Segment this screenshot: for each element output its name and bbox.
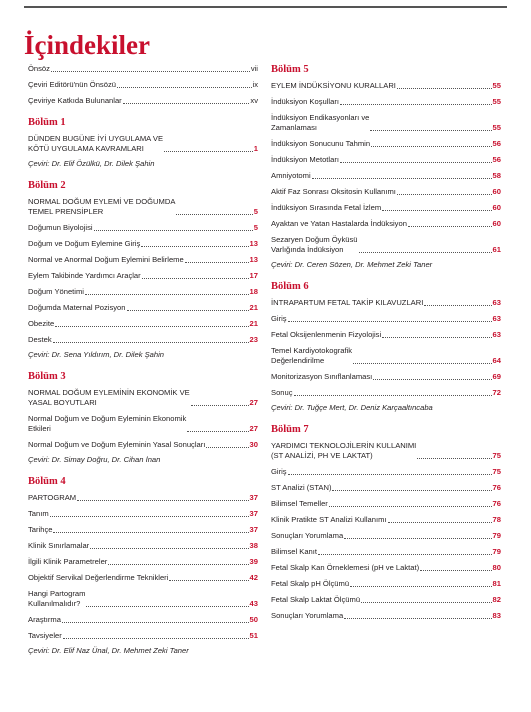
leader-dots	[94, 230, 253, 231]
toc-entry[interactable]	[271, 515, 501, 525]
entry-page: 63	[492, 330, 501, 339]
entry-page: 56	[492, 139, 501, 148]
entry-page: 37	[249, 493, 258, 502]
entry-text: Hangi Partogram Kullanılmalıdır?	[28, 589, 86, 608]
leader-dots	[371, 146, 491, 147]
leader-dots	[288, 321, 492, 322]
toc-entry[interactable]	[28, 255, 258, 265]
entry-text: İndüksiyon Metotları	[271, 155, 339, 164]
leader-dots	[123, 103, 250, 104]
leader-dots	[344, 618, 491, 619]
leader-dots	[191, 405, 249, 406]
leader-dots	[397, 88, 492, 89]
entry-text: İndüksiyon Endikasyonları ve Zamanlaması	[271, 113, 370, 132]
toc-entry[interactable]	[271, 579, 501, 589]
chapter-2	[28, 180, 258, 360]
leader-dots	[329, 506, 492, 507]
chapter-translators: Çeviri: Dr. Ceren Sözen, Dr. Mehmet Zeki Taner	[271, 260, 433, 269]
toc-entry[interactable]	[28, 335, 258, 345]
chapter-translators: Çeviri: Dr. Simay Doğru, Dr. Cihan İnan	[28, 455, 161, 464]
toc-entry[interactable]	[271, 388, 501, 398]
entry-text: Tavsiyeler	[28, 631, 62, 640]
entry-page: 23	[249, 335, 258, 344]
entry-page: vii	[250, 64, 258, 73]
entry-text: Fetal Skalp pH Ölçümü	[271, 579, 350, 588]
toc-entry[interactable]	[28, 631, 258, 641]
leader-dots	[51, 71, 250, 72]
entry-text: Sezaryen Doğum Öyküsü Varlığında İndüksiyon	[271, 235, 358, 254]
leader-dots	[370, 130, 491, 131]
toc-entry[interactable]	[28, 573, 258, 583]
entry-text: Araştırma	[28, 615, 61, 624]
entry-page: 61	[492, 245, 501, 254]
entry-page: 17	[249, 271, 258, 280]
entry-text: Bilimsel Temeller	[271, 499, 328, 508]
leader-dots	[176, 214, 252, 215]
entry-page: 79	[492, 547, 501, 556]
entry-text: Doğum ve Doğum Eylemine Giriş	[28, 239, 141, 248]
toc-entry[interactable]	[28, 223, 258, 233]
leader-dots	[382, 337, 491, 338]
entry-text: İlgili Klinik Parametreler	[28, 557, 108, 566]
entry-page: 80	[492, 563, 501, 572]
entry-page: 27	[249, 398, 258, 407]
leader-dots	[340, 104, 492, 105]
leader-dots	[288, 474, 492, 475]
leader-dots	[85, 294, 249, 295]
entry-page: 37	[249, 509, 258, 518]
entry-text: Obezite	[28, 319, 55, 328]
entry-text: Fetal Oksijenlenmenin Fizyolojisi	[271, 330, 382, 339]
toc-entry[interactable]	[28, 287, 258, 297]
chapter-title: Bölüm 5	[271, 64, 309, 75]
toc-entry[interactable]	[28, 589, 258, 609]
entry-text: Sonuç	[271, 388, 293, 397]
entry-page: 79	[492, 531, 501, 540]
entry-page: 78	[492, 515, 501, 524]
toc-entry[interactable]	[28, 64, 258, 74]
chapter-heading-entry[interactable]	[271, 81, 501, 91]
toc-entry[interactable]	[28, 509, 258, 519]
leader-dots	[86, 606, 248, 607]
chapter-heading-entry[interactable]	[271, 298, 501, 308]
entry-text: Önsöz	[28, 64, 50, 73]
entry-text: Destek	[28, 335, 52, 344]
chapter-title: Bölüm 2	[28, 180, 66, 191]
entry-text: Giriş	[271, 467, 287, 476]
entry-text: Aktif Faz Sonrası Oksitosin Kullanımı	[271, 187, 396, 196]
entry-page: 30	[249, 440, 258, 449]
leader-dots	[55, 326, 248, 327]
entry-page: 69	[492, 372, 501, 381]
toc-entry[interactable]	[271, 219, 501, 229]
entry-text: Fetal Skalp Kan Örneklemesi (pH ve Laktat)	[271, 563, 420, 572]
leader-dots	[169, 580, 248, 581]
entry-page: 60	[492, 203, 501, 212]
entry-page: 43	[249, 599, 258, 608]
leader-dots	[417, 458, 491, 459]
leader-dots	[361, 602, 491, 603]
entry-page: 37	[249, 525, 258, 534]
leader-dots	[185, 262, 249, 263]
entry-text: Normal Doğum ve Doğum Eyleminin Yasal Sonuçları	[28, 440, 206, 449]
entry-page: 21	[249, 303, 258, 312]
toc-entry[interactable]	[271, 203, 501, 213]
entry-page: 75	[492, 467, 501, 476]
entry-text: İNTRAPARTUM FETAL TAKİP KILAVUZLARI	[271, 298, 424, 307]
leader-dots	[187, 431, 248, 432]
chapter-translators: Çeviri: Dr. Elif Naz Ünal, Dr. Mehmet Zeki Taner	[28, 646, 189, 655]
chapter-translators: Çeviri: Dr. Elif Özülkü, Dr. Dilek Şahin	[28, 159, 155, 168]
toc-entry[interactable]	[28, 541, 258, 551]
toc-entry[interactable]	[28, 239, 258, 249]
chapter-6	[271, 281, 501, 413]
chapter-4	[28, 476, 258, 656]
entry-text: Temel Kardiyotokografik Değerlendirilme	[271, 346, 353, 365]
entry-page: 27	[249, 424, 258, 433]
chapter-title: Bölüm 3	[28, 371, 66, 382]
entry-text: Çeviri Editörü'nün Önsözü	[28, 80, 116, 89]
toc-entry[interactable]	[271, 611, 501, 621]
toc-entry[interactable]	[271, 155, 501, 165]
entry-page: 58	[492, 171, 501, 180]
leader-dots	[294, 395, 492, 396]
toc-entry[interactable]	[28, 96, 258, 106]
top-rule	[24, 6, 507, 8]
entry-page: 1	[253, 144, 258, 153]
toc-entry[interactable]	[271, 499, 501, 509]
chapter-heading-entry[interactable]	[28, 493, 258, 503]
entry-text: ST Analizi (STAN)	[271, 483, 332, 492]
toc-entry[interactable]	[28, 615, 258, 625]
toc-entry[interactable]	[271, 467, 501, 477]
toc-entry[interactable]	[271, 483, 501, 493]
toc-entry[interactable]	[28, 557, 258, 567]
chapter-heading-entry[interactable]	[28, 134, 258, 154]
entry-page: xv	[250, 96, 258, 105]
entry-page: 38	[249, 541, 258, 550]
entry-page: 21	[249, 319, 258, 328]
entry-page: 13	[249, 255, 258, 264]
entry-text: NORMAL DOĞUM EYLEMİNİN EKONOMİK VE YASAL BOYUTLARI	[28, 388, 190, 407]
toc-entry[interactable]	[271, 97, 501, 107]
entry-page: 75	[492, 451, 501, 460]
entry-page: 39	[249, 557, 258, 566]
leader-dots	[408, 226, 492, 227]
entry-text: PARTOGRAM	[28, 493, 77, 502]
chapter-title: Bölüm 6	[271, 281, 309, 292]
entry-page: 83	[492, 611, 501, 620]
leader-dots	[312, 178, 492, 179]
leader-dots	[382, 210, 491, 211]
leader-dots	[117, 87, 252, 88]
entry-page: 76	[492, 483, 501, 492]
leader-dots	[108, 564, 248, 565]
toc-entry[interactable]	[28, 319, 258, 329]
chapter-title: Bölüm 7	[271, 424, 309, 435]
leader-dots	[142, 278, 249, 279]
toc-entry[interactable]	[271, 595, 501, 605]
toc-entry[interactable]	[271, 372, 501, 382]
toc-entry[interactable]	[271, 314, 501, 324]
entry-page: 63	[492, 298, 501, 307]
entry-page: 50	[249, 615, 258, 624]
leader-dots	[388, 522, 492, 523]
entry-text: Giriş	[271, 314, 287, 323]
toc-entry[interactable]	[271, 563, 501, 573]
front-matter	[28, 64, 258, 106]
chapter-title: Bölüm 4	[28, 476, 66, 487]
entry-text: Doğum Yönetimi	[28, 287, 84, 296]
toc-entry[interactable]	[28, 414, 258, 434]
leader-dots	[62, 622, 249, 623]
entry-text: Tanım	[28, 509, 49, 518]
entry-page: 5	[253, 223, 258, 232]
leader-dots	[53, 342, 249, 343]
leader-dots	[77, 500, 248, 501]
leader-dots	[350, 586, 491, 587]
entry-page: 60	[492, 187, 501, 196]
chapter-title: Bölüm 1	[28, 117, 66, 128]
toc-entry[interactable]	[271, 330, 501, 340]
toc-left-column	[28, 64, 258, 656]
entry-text: Amniyotomi	[271, 171, 311, 180]
entry-page: 76	[492, 499, 501, 508]
entry-text: Ayaktan ve Yatan Hastalarda İndüksiyon	[271, 219, 407, 228]
chapter-heading-entry[interactable]	[28, 388, 258, 408]
chapter-5	[271, 64, 501, 270]
toc-entry[interactable]	[28, 271, 258, 281]
leader-dots	[397, 194, 492, 195]
leader-dots	[53, 532, 248, 533]
leader-dots	[63, 638, 249, 639]
chapter-7	[271, 424, 501, 621]
entry-text: Fetal Skalp Laktat Ölçümü	[271, 595, 361, 604]
page-title: İçindekiler	[24, 30, 150, 60]
leader-dots	[353, 363, 492, 364]
toc-entry[interactable]	[271, 139, 501, 149]
entry-text: İndüksiyon Sırasında Fetal İzlem	[271, 203, 382, 212]
entry-text: Klinik Sınırlamalar	[28, 541, 90, 550]
chapter-heading-entry[interactable]	[271, 441, 501, 461]
chapter-3	[28, 371, 258, 465]
leader-dots	[373, 379, 491, 380]
entry-page: 42	[249, 573, 258, 582]
entry-text: Normal Doğum ve Doğum Eyleminin Ekonomik Etkileri	[28, 414, 187, 433]
entry-text: Doğumda Maternal Pozisyon	[28, 303, 126, 312]
entry-text: Objektif Servikal Değerlendirme Teknikleri	[28, 573, 169, 582]
chapter-translators: Çeviri: Dr. Tuğçe Mert, Dr. Deniz Karçaaltıncaba	[271, 403, 433, 412]
entry-page: 82	[492, 595, 501, 604]
entry-page: ix	[252, 80, 258, 89]
entry-text: EYLEM İNDÜKSİYONU KURALLARI	[271, 81, 396, 90]
chapter-1	[28, 117, 258, 169]
toc-entry[interactable]	[271, 113, 501, 133]
entry-text: Klinik Pratikte ST Analizi Kullanımı	[271, 515, 387, 524]
entry-text: İndüksiyon Sonucunu Tahmin	[271, 139, 371, 148]
entry-page: 72	[492, 388, 501, 397]
entry-page: 60	[492, 219, 501, 228]
entry-text: Normal ve Anormal Doğum Eylemini Belirleme	[28, 255, 184, 264]
entry-text: Bilimsel Kanıt	[271, 547, 318, 556]
entry-page: 56	[492, 155, 501, 164]
toc-right-column	[271, 64, 501, 627]
entry-page: 5	[253, 207, 258, 216]
entry-text: Doğumun Biyolojisi	[28, 223, 93, 232]
leader-dots	[344, 538, 491, 539]
toc-entry[interactable]	[271, 171, 501, 181]
leader-dots	[164, 151, 253, 152]
entry-text: NORMAL DOĞUM EYLEMİ VE DOĞUMDA TEMEL PRENSİPLER	[28, 197, 176, 216]
entry-page: 13	[249, 239, 258, 248]
entry-text: İndüksiyon Koşulları	[271, 97, 339, 106]
leader-dots	[127, 310, 249, 311]
toc-entry[interactable]	[271, 547, 501, 557]
toc-entry[interactable]	[28, 525, 258, 535]
toc-entry[interactable]	[28, 80, 258, 90]
entry-text: Eylem Takibinde Yardımcı Araçlar	[28, 271, 141, 280]
entry-page: 55	[492, 81, 501, 90]
leader-dots	[359, 252, 492, 253]
toc-entry[interactable]	[271, 235, 501, 255]
entry-page: 55	[492, 123, 501, 132]
entry-page: 64	[492, 356, 501, 365]
entry-text: Çeviriye Katkıda Bulunanlar	[28, 96, 122, 105]
entry-page: 81	[492, 579, 501, 588]
leader-dots	[206, 447, 248, 448]
leader-dots	[424, 305, 491, 306]
leader-dots	[141, 246, 248, 247]
toc-entry[interactable]	[271, 346, 501, 366]
entry-text: Sonuçları Yorumlama	[271, 611, 344, 620]
leader-dots	[332, 490, 491, 491]
entry-page: 55	[492, 97, 501, 106]
leader-dots	[340, 162, 492, 163]
toc-entry[interactable]	[28, 303, 258, 313]
entry-text: Tarihçe	[28, 525, 53, 534]
entry-page: 18	[249, 287, 258, 296]
entry-page: 63	[492, 314, 501, 323]
leader-dots	[420, 570, 491, 571]
toc-entry[interactable]	[271, 187, 501, 197]
entry-page: 51	[249, 631, 258, 640]
leader-dots	[90, 548, 248, 549]
leader-dots	[50, 516, 249, 517]
entry-text: Monitorizasyon Sınıflanlaması	[271, 372, 373, 381]
entry-text: DÜNDEN BUGÜNE İYİ UYGULAMA VE KÖTÜ UYGULAMA KAVRAMLARI	[28, 134, 164, 153]
entry-text: YARDIMCI TEKNOLOJİLERİN KULLANIMI (ST ANALİZİ, PH VE LAKTAT)	[271, 441, 417, 460]
entry-text: Sonuçları Yorumlama	[271, 531, 344, 540]
chapter-heading-entry[interactable]	[28, 197, 258, 217]
toc-entry[interactable]	[271, 531, 501, 541]
toc-entry[interactable]	[28, 440, 258, 450]
chapter-translators: Çeviri: Dr. Sena Yıldırım, Dr. Dilek Şahin	[28, 350, 165, 359]
leader-dots	[318, 554, 492, 555]
